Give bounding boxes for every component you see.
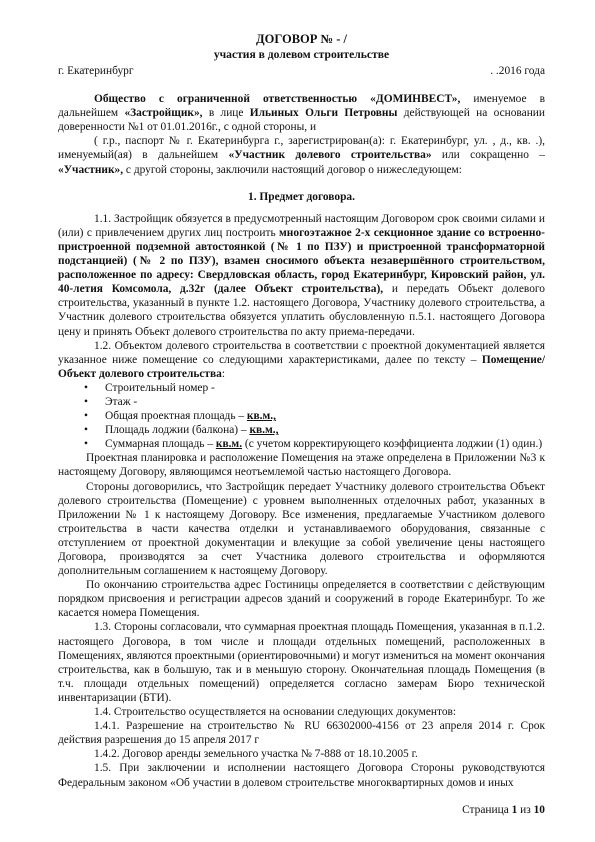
bullet-icon: • xyxy=(84,381,88,394)
clause-1-3: 1.3. Стороны согласовали, что суммарная проектная площадь Помещения, указанная в п.1.2. настоящего Договора, в том числе и площади отдельных помещений, расположенных в Помещениях, являются проектными (ориентировочными) и могут измениться на момент окончания строительства, как в большую, так и в меньшую сторону. Окончательная площадь Помещения (в т.ч. площади отдельных помещений) определяется согласно замерам Бюро технической инвентаризации (БТИ). xyxy=(58,621,545,704)
participant-short: «Участник», xyxy=(58,163,124,176)
list-item: • Суммарная площадь – кв.м. (с учетом корректирующего коэффициента лоджии (1) один.) xyxy=(84,438,543,451)
clause-1-4-2: 1.4.2. Договор аренды земельного участка № 7-888 от 18.10.2005 г. xyxy=(94,748,418,761)
document-body xyxy=(58,32,545,790)
bullet-icon: • xyxy=(84,410,88,423)
agreement-paragraph: Стороны договорились, что Застройщик передает Участнику долевого строительства Объект долевого строительства (Помещение) с уровнем выполненных отделочных работ, указанных в Приложении № 1 к настоящему Договору. Все изменения, предлагаемые Участником долевого строительства в части качества отделки и устанавливаемого оборудования, связанные с отступлением от проектной документации и влекущие за собой увеличение цены настоящего Договора, производятся за счет Участника долевого строительства и оформляются дополнительным соглашением к настоящему Договору. xyxy=(58,480,545,578)
object-description: многоэтажное 2-х секционное здание со встроенно-пристроенной подземной автостоянкой (№ 1 по ПЗУ) и пристроенной трансформаторной подстанцией) (№ 2 по ПЗУ), взамен сносимого объекта незавершённого строительством, расположенное по адресу: Свердловская область, город Екатеринбург, Кировский район, ул. 40-летия Комсомола, д.32г (далее Объект строительства), xyxy=(58,226,545,296)
bullet-icon: • xyxy=(84,438,88,451)
page-number: Страница 1 из 10 xyxy=(462,804,545,816)
city: г. Екатеринбург xyxy=(58,65,134,77)
object-term: Помещение/Объект долевого строительства xyxy=(58,353,545,380)
plan-paragraph: Проектная планировка и расположение Помещения на этаже определена в Приложении №3 к настоящему Договору, являющимся неотъемлемой частью настоящего Договора. xyxy=(58,452,545,479)
current-page: 1 xyxy=(511,804,518,816)
contract-date: . .2016 года xyxy=(490,65,545,77)
address-paragraph: По окончанию строительства адрес Гостиницы определяется в соответствии с действующим порядком присвоения и регистрации адресов зданий и сооружений в городе Екатеринбург. То же касается номера Помещения. xyxy=(58,579,545,620)
developer-role: «Застройщик», xyxy=(124,107,203,120)
total-pages: 10 xyxy=(533,804,545,816)
list-item: • Площадь лоджии (балкона) – кв.м., xyxy=(84,424,279,437)
developer-name: Общество с ограниченной ответственностью «ДОМИНВЕСТ», xyxy=(94,93,461,106)
section-heading: 1. Предмет договора. xyxy=(248,190,355,203)
list-item: • Общая проектная площадь – кв.м., xyxy=(84,410,276,423)
city-date-line xyxy=(58,64,545,78)
clause-1-4-1: 1.4.1. Разрешение на строительство № RU 66302000-4156 от 23 апреля 2014 г. Срок действия разрешения до 15 апреля 2017 г xyxy=(58,720,545,747)
bullet-icon: • xyxy=(84,424,88,437)
list-item: • Строительный номер - xyxy=(84,381,215,394)
bullet-icon: • xyxy=(84,395,88,408)
clause-1-1: 1.1. Застройщик обязуется в предусмотренный настоящим Договором срок своими силами и (или) с привлечением других лиц построить многоэтажное 2-х секционное здание со встроенно-пристроенной подземной автостоянкой (№ 1 по ПЗУ) и пристроенной трансформаторной подстанцией) (№ 2 по ПЗУ), взамен сносимого объекта незавершённого строительством, расположенное по адресу: Свердловская область, город Екатеринбург, Кировский район, ул. 40-летия Комсомола, д.32г (далее Объект строительства), и передать Объект долевого строительства, указанный в пункте 1.2. настоящего Договора, Участнику долевого строительства, а Участник долевого строительства обязуется уплатить обусловленную п.5.1. настоящего Договора цену и принять Объект долевого строительства по акту приема-передачи. xyxy=(58,212,546,338)
characteristics-list xyxy=(58,381,545,451)
participant-role: «Участник долевого строительства» xyxy=(228,149,432,162)
clause-1-2: 1.2. Объектом долевого строительства в соответствии с проектной документацией является указанное ниже помещение со следующими характеристиками, далее по тексту – Помещение/Объект долевого строительства: xyxy=(58,339,545,380)
clause-1-5: 1.5. При заключении и исполнении настоящего Договора Стороны руководствуются Федеральным законом «Об участии в долевом строительстве многоквартирных домов и иных xyxy=(58,762,545,789)
intro-developer: Общество с ограниченной ответственностью «ДОМИНВЕСТ», именуемое в дальнейшем «Застройщик», в лице Ильиных Ольги Петровны действующей на основании доверенности №1 от 01.01.2016г., с одной стороны, и xyxy=(58,93,545,134)
clause-1-4: 1.4. Строительство осуществляется на основании следующих документов: xyxy=(94,706,457,719)
intro-participant: ( г.р., паспорт № г. Екатеринбурга г., зарегистрирован(а): г. Екатеринбург, ул. , д., кв. .), именуемый(ая) в дальнейшем «Участник долевого строительства» или сокращенно – «Участник», с другой стороны, заключили настоящий договор о нижеследующем: xyxy=(58,135,545,176)
contract-subtitle: участия в долевом строительстве xyxy=(213,48,390,61)
contract-title: ДОГОВОР № - / xyxy=(256,32,347,46)
list-item: • Этаж - xyxy=(84,395,138,408)
representative-name: Ильиных Ольги Петровны xyxy=(249,107,398,120)
